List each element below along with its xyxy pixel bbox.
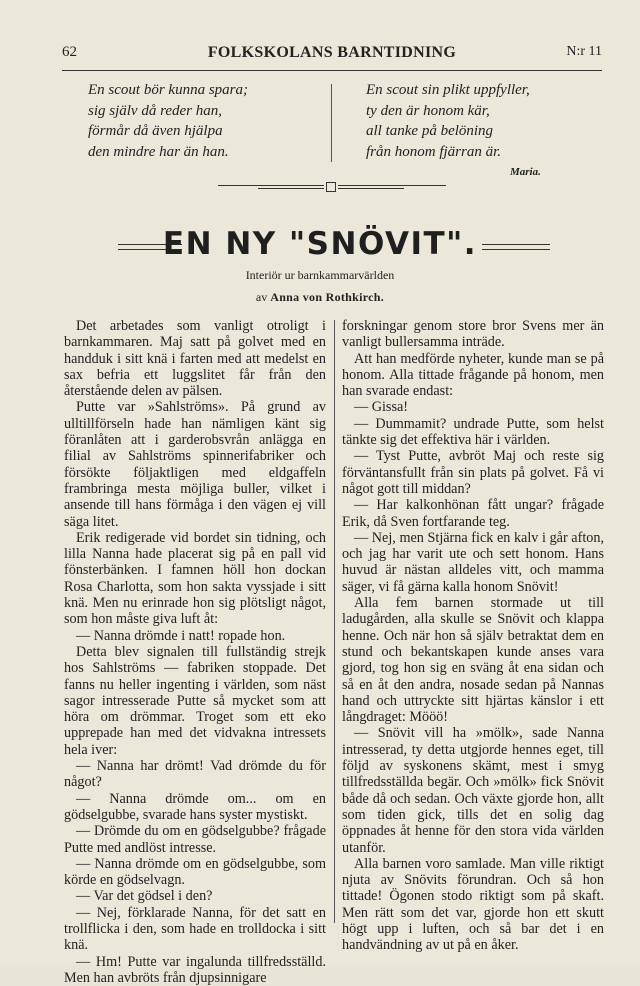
article-byline: [0, 290, 640, 305]
poem-line: ty den är honom kär,: [366, 102, 490, 119]
poem-line: förmår då även hjälpa: [88, 123, 223, 139]
poem-signature: Maria.: [510, 166, 541, 178]
article-column-right: [342, 318, 604, 954]
poem-line: all tanke på belöning: [366, 123, 494, 139]
ornament-square-icon: [326, 182, 336, 192]
paragraph: Alla barnen voro samlade. Man ville riktigt njuta av Snövits förundran. Och så hon tittade! Ögonen stodo riktigt som på skaft. Men rätt som det var, gjorde hon ett skutt högt upp i luften, och så bar det i en handvändning av ut på en åker.: [342, 855, 604, 954]
paragraph: Det arbetades som vanligt otroligt i barnkammaren. Maj satt på golvet med en handduk i sitt knä i farten med att medelst en sax befria ett luggslitet får från den återstående delen av pälsen.: [64, 318, 326, 400]
paragraph: — Snövit vill ha »mölk», sade Nanna intresserad, ty detta utgjorde hennes eget, till följd av syskonens skämt, mest i smyg tillfredsställda begär. Och »mölk» fick Snövit både då och sedan. Och växte gjorde hon, allt som tiden gick, tills det en solig dag öppnades åt henne för den stora vida världen utanför.: [342, 725, 604, 856]
paragraph: — Har kalkonhönan fått ungar? frågade Erik, då Sven fortfarande teg.: [342, 497, 604, 530]
column-divider: [334, 320, 335, 923]
paragraph: — Drömde du om en gödselgubbe? frågade Putte med andlöst intresse.: [64, 823, 326, 856]
paragraph: — Var det gödsel i den?: [76, 888, 213, 905]
byline-prefix: av: [255, 290, 268, 304]
paragraph: Alla fem barnen stormade ut till ladugården, alla skulle se Snövit och klappa henne. Och när hon så själv betraktat dem en stund och bekantskapen kunde anses vara gjord, tog hon sig en sväng åt ena sidan och så en åt den andra, nosade sedan på Nannas hand och uttryckte sitt hjärtas känslor i ett långdraget: Mööö!: [342, 595, 604, 726]
paragraph: — Tyst Putte, avbröt Maj och reste sig förväntansfullt från sin plats på golvet. Få vi något gott till middan?: [342, 448, 604, 497]
paragraph: Erik redigerade vid bordet sin tidning, och lilla Nanna hade placerat sig på en pall vid fönsterbänken. I famnen höll hon dockan Rosa Charlotta, som hon sakta vyssjade i sitt knä. Men nu erinrade hon sig plötsligt något, som hon måste giva luft åt:: [64, 529, 326, 628]
page-header: [62, 44, 602, 68]
poem-line: från honom fjärran är.: [366, 143, 502, 160]
article-author: Anna von Rothkirch.: [270, 290, 385, 304]
ornament-line-right-thin: [338, 188, 404, 189]
ornament-line-left: [218, 185, 324, 186]
article-title: EN NY "SNÖVIT".: [162, 226, 478, 262]
poem-line: En scout bör kunna spara;: [88, 82, 248, 98]
paragraph: — Gissa!: [354, 399, 408, 416]
paragraph: — Nej, förklarade Nanna, för det satt en trollflicka i den, som hade en trolldocka i sitt knä.: [64, 904, 326, 954]
ornament-line-right: [338, 185, 446, 186]
paragraph: forskningar genom store bror Svens mer än vanligt bullersamma inträde.: [342, 318, 604, 351]
issue-number: N:r 11: [566, 44, 602, 59]
poem-divider: [331, 84, 332, 162]
paragraph: — Nanna drömde om... om en gödselgubbe, svarade hans syster mystiskt.: [64, 790, 326, 823]
paragraph: Att han medförde nyheter, kunde man se på honom. Alla tittade frågande på honom, men han svarade endast:: [342, 350, 604, 400]
paragraph: — Dummamit? undrade Putte, som helst tänkte sig det effektiva här i världen.: [342, 415, 604, 449]
paragraph: — Hm! Putte var ingalunda tillfredsställd. Men han avbröts från djupsinnigare: [64, 953, 326, 986]
paragraph: Putte var »Sahlströms». På grund av ulltillförseln hade han nämligen känt sig föranlåten att i garderobsvrån anlägga en filial av Sahlströms spinnerifabriker och försökte följaktligen med eldgaffeln frambringa mesta möjliga buller, vilket i ansende till hans förmåga i den vägen ej vill säga litet.: [64, 399, 326, 530]
poem-line: En scout sin plikt uppfyller,: [366, 82, 530, 98]
paragraph: — Nanna drömde om en gödselgubbe, som körde en gödselvagn.: [64, 855, 326, 889]
title-rule-right: [482, 244, 550, 250]
publication-title: FOLKSKOLANS BARNTIDNING: [207, 44, 457, 61]
article-subtitle: Interiör ur barnkammarvärlden: [245, 268, 395, 282]
paragraph: — Nanna drömde i natt! ropade hon.: [76, 627, 286, 644]
poem-line: sig själv då reder han,: [88, 102, 223, 119]
article-column-left: [64, 318, 326, 986]
poem-line: den mindre har än han.: [88, 143, 229, 160]
section-ornament: [218, 184, 446, 190]
paragraph: Detta blev signalen till fullständig strejk hos Sahlströms — fabriken stoppade. Det fanns nu heller ingenting i världen, som näst sagor intresserade Putte så mycket som att höra om drömmar. Troget som ett eko upprepade han med det vidvakna intressets hela iver:: [64, 643, 326, 758]
paragraph: — Nanna har drömt! Vad drömde du för något?: [64, 758, 326, 791]
paragraph: — Nej, men Stjärna fick en kalv i går afton, och jag har varit ute och sett honom. Hans huvud är nästan alldeles vitt, och mamma säger, vi få gärna kalla honom Snövit!: [342, 529, 604, 595]
ornament-line-left-thin: [258, 188, 324, 189]
page-number: 62: [62, 44, 77, 60]
header-rule: [62, 70, 602, 71]
poem-right-stanza: [366, 80, 530, 162]
poem-left-stanza: [88, 80, 248, 162]
